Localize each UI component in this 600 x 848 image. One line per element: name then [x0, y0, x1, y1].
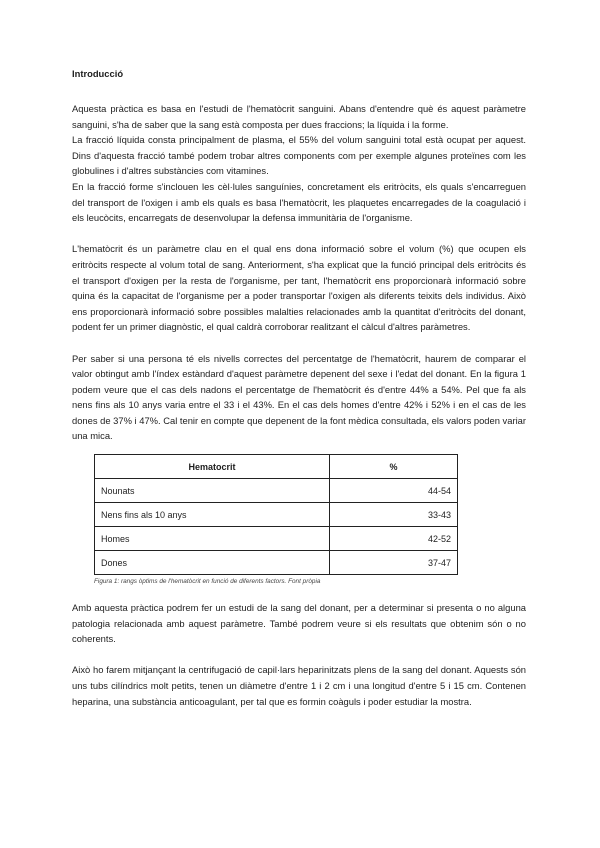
- values-paragraph: Per saber si una persona té els nivells correctes del percentatge de l'hematòcrit, haurem de comparar el valor obtingut amb l'índex estàndard d'aquest paràmetre depenent del sexe i l'edat del donant. En la figura 1 podem veure que el cas dels nadons el percentatge de l'hematòcrit és d'entre 44% a 54%. Pel que fa als nens fins als 10 anys varia entre el 33 i el 43%. En el cas dels homes d'entre 42% i 52% i en el cas de les dones de 37% i 47%. Cal tenir en compte que depenent de la font mèdica consultada, els valors poden variar una mica.: [72, 352, 526, 442]
- intro-paragraph-3: En la fracció forme s'inclouen les cèl·lules sanguínies, concretament els eritròcits, els quals s'encarreguen del transport de l'oxigen i amb els quals es basa l'hematòcrit, les plaquetes encarregades de la coagulació i els leucòcits, encarregats de desenvolupar la defensa immunitària de l'organisme.: [72, 180, 526, 224]
- document-page: [72, 68, 526, 709]
- intro-paragraph-2: La fracció líquida consta principalment de plasma, el 55% del volum sanguini total està ocupat per aquest. Dins d'aquesta fracció també podem trobar altres components com per exemple algunes proteïnes com les globulines i d'altres substàncies com vitamines.: [72, 134, 526, 177]
- table-cell-label: Nounats: [95, 479, 330, 503]
- table-cell-value: 42-52: [330, 527, 458, 551]
- hematocrit-table: [94, 454, 458, 575]
- paragraph-gap: [72, 226, 526, 242]
- method-paragraph: Això ho farem mitjançant la centrifugació de capil·lars heparinitzats plens de la sang del donant. Aquests són uns tubs cilíndrics molt petits, tenen un diàmetre d'entre 1 i 2 cm i una longitud d'entre 5 i 15 cm. Contenen heparina, una substància anticoagulant, per tal que es formin coàguls i poder estudiar la mostra.: [72, 664, 526, 707]
- table-row: [95, 503, 458, 527]
- table-cell-value: 33-43: [330, 503, 458, 527]
- table-caption: Figura 1: rangs òptims de l'hematòcrit en funció de diferents factors. Font pròpia: [94, 578, 321, 586]
- aim-paragraph: Amb aquesta pràctica podrem fer un estudi de la sang del donant, per a determinar si presenta o no alguna patologia relacionada amb aquest paràmetre. També podrem veure si els resultats que obtenim són o no coherents.: [72, 602, 526, 645]
- table-cell-label: Homes: [95, 527, 330, 551]
- table-header-hematocrit: Hematocrit: [95, 455, 330, 479]
- table-row: [95, 479, 458, 503]
- paragraph-gap: [72, 335, 526, 351]
- hematocrit-paragraph: L'hematòcrit és un paràmetre clau en el qual ens dona informació sobre el volum (%) que ocupen els eritròcits respecte al volum total de sang. Anteriorment, s'ha explicat que la funció principal dels eritròcits és el transport d'oxigen per la resta de l'organisme, per tant, l'hematòcrit ens proporcionarà informació sobre quina és la capacitat de l'organisme per a poder transportar l'oxigen als diferents teixits dels individus. Això ens proporcionarà informació sobre possibles malalties relacionades amb la quantitat d'eritròcits del donant, podent fer un primer diagnòstic, el qual caldrà corroborar realitzant el càlcul d'altres paràmetres.: [72, 243, 526, 333]
- table-cell-value: 37-47: [330, 551, 458, 575]
- table-cell-value: 44-54: [330, 479, 458, 503]
- table-row: [95, 551, 458, 575]
- table-cell-label: Nens fins als 10 anys: [95, 503, 330, 527]
- table-cell-label: Dones: [95, 551, 330, 575]
- section-heading: Introducció: [72, 68, 124, 79]
- paragraph-gap: [72, 647, 526, 663]
- intro-paragraph-1: Aquesta pràctica es basa en l'estudi de l'hematòcrit sanguini. Abans d'entendre què és aquest paràmetre sanguini, s'ha de saber que la sang està composta per dues fraccions; la líquida i la forme.: [72, 103, 526, 130]
- paragraph-gap: [72, 586, 526, 600]
- table-header-row: [95, 455, 458, 479]
- table-header-percent: %: [330, 455, 458, 479]
- table-row: [95, 527, 458, 551]
